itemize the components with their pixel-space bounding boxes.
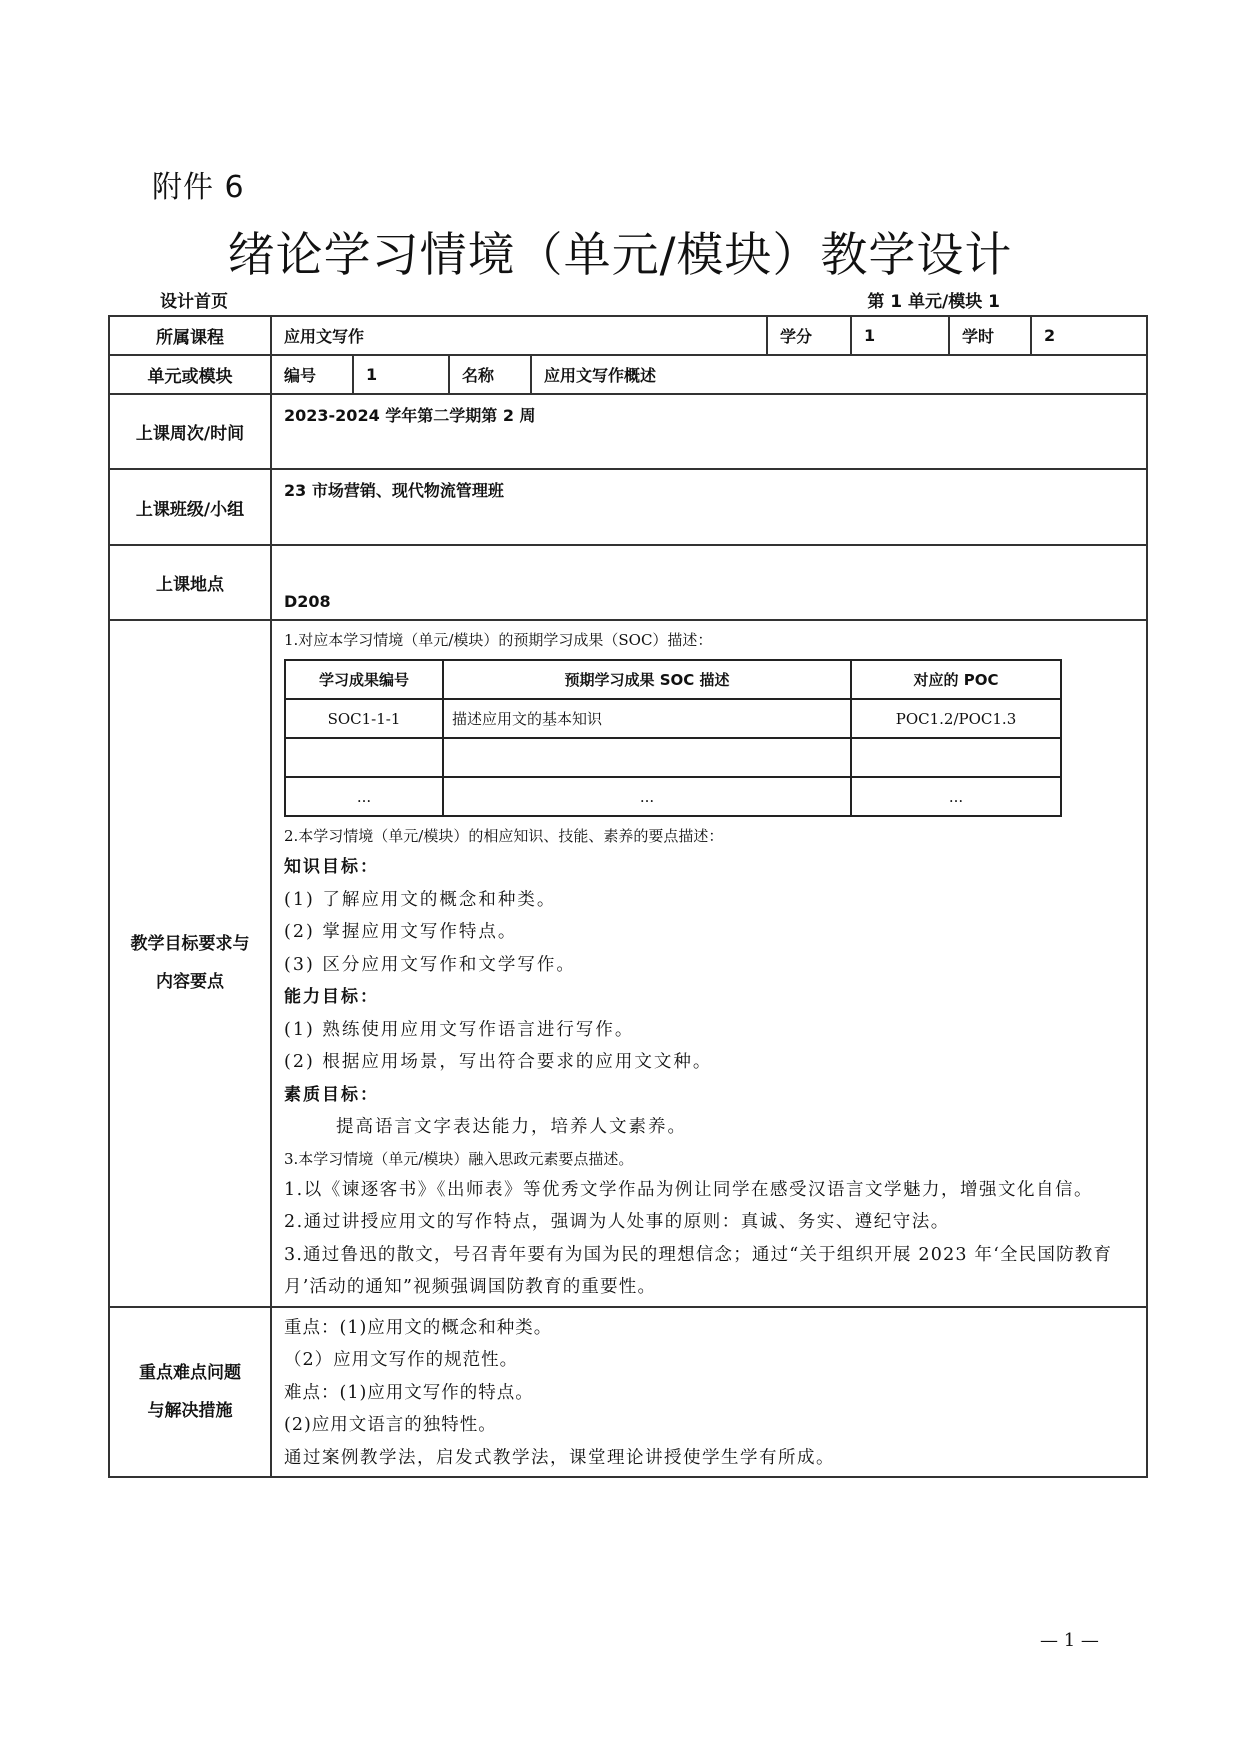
knowledge-item: (2) 掌握应用文写作特点。 <box>284 922 518 942</box>
class-row <box>109 469 1147 545</box>
key-point-line: 难点：(1)应用文写作的特点。 <box>284 1382 534 1403</box>
soc-id: SOC1-1-1 <box>285 699 443 738</box>
key-points-label-line2: 与解决措施 <box>147 1400 233 1421</box>
class-label: 上课班级/小组 <box>109 469 271 545</box>
unit-row <box>109 355 1147 394</box>
key-points-label <box>109 1307 271 1478</box>
ability-heading: 能力目标： <box>284 987 379 1007</box>
location-value: D208 <box>271 545 1147 620</box>
objectives-content <box>271 620 1147 1307</box>
ability-item: (2) 根据应用场景，写出符合要求的应用文文种。 <box>284 1052 713 1072</box>
schedule-value: 2023-2024 学年第二学期第 2 周 <box>271 394 1147 469</box>
credit-value: 1 <box>851 316 949 355</box>
page-title: 绪论学习情境（单元/模块）教学设计 <box>227 228 1013 283</box>
hours-value: 2 <box>1031 316 1147 355</box>
soc-desc: 描述应用文的基本知识 <box>443 699 851 738</box>
unit-number-label: 编号 <box>271 355 353 394</box>
soc-desc: ... <box>443 777 851 816</box>
soc-header-row <box>285 660 1061 699</box>
course-value: 应用文写作 <box>271 316 767 355</box>
skills-section-heading: 2.本学习情境（单元/模块）的相应知识、技能、素养的要点描述： <box>284 827 724 845</box>
key-point-line: 通过案例教学法，启发式教学法，课堂理论讲授使学生学有所成。 <box>284 1447 835 1468</box>
unit-module-note: 第 1 单元/模块 1 <box>867 292 1000 312</box>
objectives-label-line1: 教学目标要求与 <box>130 934 250 955</box>
knowledge-item: (1) 了解应用文的概念和种类。 <box>284 889 557 910</box>
course-row <box>109 316 1147 355</box>
location-row <box>109 545 1147 620</box>
key-point-line: (2)应用文语言的独特性。 <box>284 1415 497 1435</box>
key-points-label-line1: 重点难点问题 <box>139 1362 241 1383</box>
quality-heading: 素质目标： <box>284 1084 379 1105</box>
soc-row <box>285 777 1061 816</box>
soc-id: ... <box>285 777 443 816</box>
soc-poc <box>851 738 1061 777</box>
class-value: 23 市场营销、现代物流管理班 <box>271 469 1147 545</box>
key-point-line: （2）应用文写作的规范性。 <box>284 1350 519 1370</box>
unit-name-label: 名称 <box>449 355 531 394</box>
ideology-item: 3.通过鲁迅的散文，号召青年要有为国为民的理想信念；通过“关于组织开展 2023 年‘全民国防教育月’活动的通知”视频强调国防教育的重要性。 <box>284 1244 1113 1297</box>
key-points-row <box>109 1307 1147 1478</box>
unit-number-value: 1 <box>353 355 449 394</box>
location-label: 上课地点 <box>109 545 271 620</box>
design-table <box>108 315 1148 1478</box>
soc-header-desc: 预期学习成果 SOC 描述 <box>443 660 851 699</box>
soc-poc: ... <box>851 777 1061 816</box>
quality-item: 提高语言文字表达能力，培养人文素养。 <box>336 1117 687 1137</box>
ideology-item: 2.通过讲授应用文的写作特点，强调为人处事的原则：真诚、务实、遵纪守法。 <box>284 1212 950 1232</box>
soc-desc <box>443 738 851 777</box>
annex-label: 附件 6 <box>152 170 245 205</box>
key-point-line: 重点：(1)应用文的概念和种类。 <box>284 1317 553 1338</box>
unit-label: 单元或模块 <box>109 355 271 394</box>
soc-header-poc: 对应的 POC <box>851 660 1061 699</box>
soc-section-heading: 1.对应本学习情境（单元/模块）的预期学习成果（SOC）描述： <box>284 631 713 649</box>
knowledge-item: (3) 区分应用文写作和文学写作。 <box>284 954 576 975</box>
objectives-label-line2: 内容要点 <box>156 972 224 993</box>
key-points-content <box>271 1307 1147 1478</box>
schedule-label: 上课周次/时间 <box>109 394 271 469</box>
unit-name-value: 应用文写作概述 <box>531 355 1147 394</box>
design-first-page-note: 设计首页 <box>160 292 228 312</box>
soc-poc: POC1.2/POC1.3 <box>851 699 1061 738</box>
page-number: — 1 — <box>1040 1630 1099 1651</box>
knowledge-heading: 知识目标： <box>284 857 379 877</box>
hours-label: 学时 <box>949 316 1031 355</box>
soc-id <box>285 738 443 777</box>
schedule-row <box>109 394 1147 469</box>
soc-header-id: 学习成果编号 <box>285 660 443 699</box>
soc-row <box>285 738 1061 777</box>
soc-table <box>284 659 1062 817</box>
ideology-item: 1.以《谏逐客书》《出师表》等优秀文学作品为例让同学在感受汉语言文学魅力，增强文化自信。 <box>284 1179 1093 1200</box>
credit-label: 学分 <box>767 316 851 355</box>
objectives-label <box>109 620 271 1307</box>
soc-row <box>285 699 1061 738</box>
ability-item: (1) 熟练使用应用文写作语言进行写作。 <box>284 1019 635 1040</box>
ideology-section-heading: 3.本学习情境（单元/模块）融入思政元素要点描述。 <box>284 1149 634 1168</box>
objectives-row <box>109 620 1147 1307</box>
course-label: 所属课程 <box>109 316 271 355</box>
